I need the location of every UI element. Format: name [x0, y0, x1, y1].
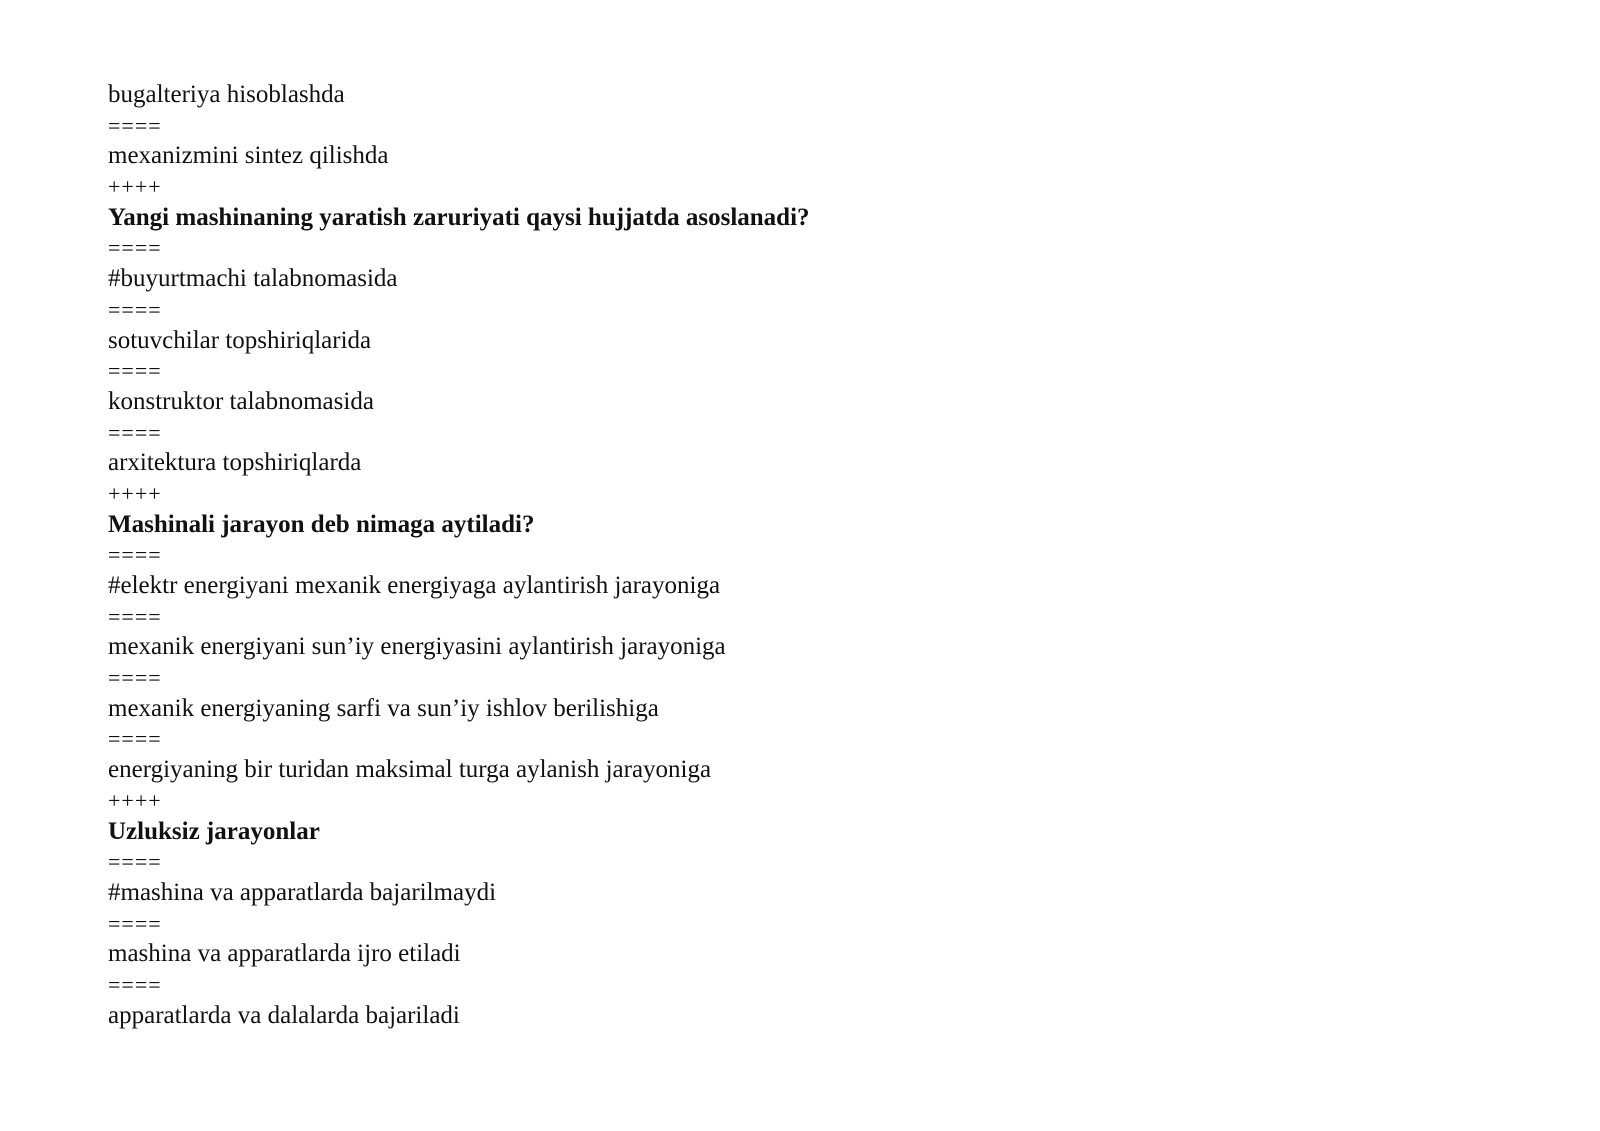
answer-option: mexanik energiyaning sarfi va sun’iy ishlov berilishiga — [108, 694, 659, 722]
document-page — [108, 80, 1508, 1031]
option-separator: ==== — [108, 726, 162, 752]
correct-answer-option: #mashina va apparatlarda bajarilmaydi — [108, 878, 497, 906]
question-text: Mashinali jarayon deb nimaga aytiladi? — [108, 510, 535, 538]
option-separator: ==== — [108, 112, 162, 138]
answer-option: bugalteriya hisoblashda — [108, 81, 345, 108]
question-separator: ++++ — [108, 480, 162, 506]
question-separator: ++++ — [108, 787, 162, 813]
option-separator: ==== — [108, 603, 162, 629]
option-separator: ==== — [108, 419, 162, 445]
option-separator: ==== — [108, 910, 162, 936]
question-separator: ++++ — [108, 174, 162, 200]
correct-answer-option: #buyurtmachi talabnomasida — [108, 265, 398, 293]
correct-answer-option: #elektr energiyani mexanik energiyaga aylantirish jarayoniga — [108, 572, 721, 599]
answer-option: mashina va apparatlarda ijro etiladi — [108, 940, 461, 968]
answer-option: mexanik energiyani sun’iy energiyasini aylantirish jarayoniga — [108, 633, 726, 661]
option-separator: ==== — [108, 296, 162, 322]
answer-option: energiyaning bir turidan maksimal turga aylanish jarayoniga — [108, 756, 712, 784]
option-separator: ==== — [108, 665, 162, 691]
answer-option: sotuvchilar topshiriqlarida — [108, 326, 372, 354]
answer-option: konstruktor talabnomasida — [108, 387, 374, 415]
option-separator: ==== — [108, 542, 162, 568]
answer-option: mexanizmini sintez qilishda — [108, 142, 389, 170]
question-text: Uzluksiz jarayonlar — [108, 817, 320, 845]
option-separator: ==== — [108, 971, 162, 997]
option-separator: ==== — [108, 849, 162, 875]
option-separator: ==== — [108, 358, 162, 384]
question-text: Yangi mashinaning yaratish zaruriyati qaysi hujjatda asoslanadi? — [108, 203, 810, 231]
answer-option: apparatlarda va dalalarda bajariladi — [108, 1001, 460, 1029]
option-separator: ==== — [108, 235, 162, 261]
answer-option: arxitektura topshiriqlarda — [108, 449, 362, 477]
